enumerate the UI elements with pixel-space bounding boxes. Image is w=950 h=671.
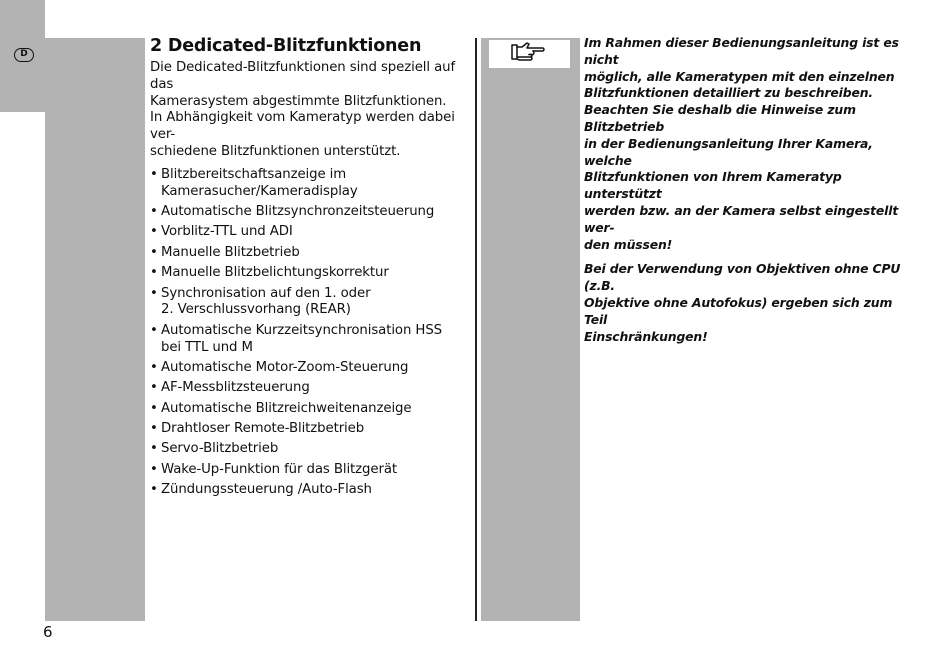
list-item-text: Servo-Blitzbetrieb	[161, 441, 279, 457]
intro-text	[150, 60, 470, 161]
list-item-text: Blitzbereitschaftsanzeige im	[161, 166, 347, 182]
note-line: den müssen!	[584, 236, 673, 252]
list-item	[150, 323, 470, 357]
column-divider	[475, 38, 477, 621]
note-line: Einschränkungen!	[584, 328, 708, 344]
note-line: möglich, alle Kameratypen mit den einzelnen	[584, 68, 895, 84]
note-line: Im Rahmen dieser Bedienungsanleitung ist es nicht	[584, 35, 899, 67]
intro-line: Kamerasystem abgestimmte Blitzfunktionen.	[150, 93, 447, 109]
note-icon-box	[489, 40, 570, 68]
pointing-hand-icon	[510, 41, 550, 67]
list-item	[150, 224, 470, 241]
note-column	[584, 35, 914, 353]
note-line: Objektive ohne Autofokus) ergeben sich zum Teil	[584, 294, 893, 327]
list-item-text: Automatische Blitzsynchronzeitsteuerung	[161, 203, 435, 219]
bullet-icon: •	[150, 461, 158, 477]
bullet-icon: •	[150, 359, 158, 375]
bullet-icon: •	[150, 400, 158, 416]
list-item	[150, 462, 470, 479]
list-item-text: Drahtloser Remote-Blitzbetrieb	[161, 421, 365, 437]
note-line: Bei der Verwendung von Objektiven ohne CPU (z.B.	[584, 261, 901, 294]
language-badge: D	[14, 48, 34, 62]
intro-line: In Abhängigkeit vom Kameratyp werden dabei ver-	[150, 110, 455, 143]
list-item	[150, 167, 470, 201]
page-number: 6	[43, 623, 53, 641]
bullet-icon: •	[150, 203, 158, 219]
bullet-icon: •	[150, 224, 158, 240]
list-item-text: Automatische Kurzzeitsynchronisation HSS	[161, 322, 443, 338]
note-line: Blitzfunktionen von Ihrem Kameratyp unterstützt	[584, 169, 842, 202]
bullet-icon: •	[150, 482, 158, 498]
list-item	[150, 245, 470, 262]
list-item-text: 2. Verschlussvorhang (REAR)	[161, 302, 351, 318]
bullet-icon: •	[150, 265, 158, 281]
list-item-text: Wake-Up-Funktion für das Blitzgerät	[161, 461, 397, 477]
list-item	[150, 401, 470, 418]
bullet-icon: •	[150, 380, 158, 396]
list-item-text: Zündungssteuerung /Auto-Flash	[161, 482, 372, 498]
bullet-icon: •	[150, 244, 158, 260]
list-item-text: Synchronisation auf den 1. oder	[161, 285, 371, 301]
language-tab	[0, 0, 45, 112]
note-paragraph	[584, 35, 914, 253]
list-item	[150, 482, 470, 499]
left-margin-bar	[45, 38, 145, 621]
right-margin-bar	[481, 38, 580, 621]
intro-line: schiedene Blitzfunktionen unterstützt.	[150, 143, 401, 159]
list-item-text: Manuelle Blitzbetrieb	[161, 244, 300, 260]
note-line: in der Bedienungsanleitung Ihrer Kamera, welche	[584, 135, 873, 168]
list-item	[150, 360, 470, 377]
intro-line: Die Dedicated-Blitzfunktionen sind speziell auf das	[150, 60, 456, 92]
list-item-text: Vorblitz-TTL und ADI	[161, 224, 293, 240]
bullet-icon: •	[150, 421, 158, 437]
list-item	[150, 265, 470, 282]
bullet-icon: •	[150, 322, 158, 338]
note-line: Blitzfunktionen detailliert zu beschreiben.	[584, 85, 873, 101]
note-line: Beachten Sie deshalb die Hinweise zum Blitzbetrieb	[584, 102, 856, 134]
feature-list	[150, 167, 470, 499]
list-item-text: Kamerasucher/Kameradisplay	[161, 183, 358, 199]
list-item	[150, 380, 470, 397]
list-item	[150, 441, 470, 458]
note-paragraph	[584, 261, 914, 345]
list-item-text: bei TTL und M	[161, 339, 253, 355]
main-column	[150, 34, 470, 503]
section-title: 2 Dedicated-Blitzfunktionen	[150, 36, 422, 56]
list-item-text: Automatische Blitzreichweitenanzeige	[161, 400, 412, 416]
list-item-text: Automatische Motor-Zoom-Steuerung	[161, 359, 409, 375]
list-item	[150, 421, 470, 438]
bullet-icon: •	[150, 441, 158, 457]
list-item	[150, 286, 470, 320]
bullet-icon: •	[150, 166, 158, 182]
list-item	[150, 204, 470, 221]
note-line: werden bzw. an der Kamera selbst eingestellt wer-	[584, 202, 899, 235]
list-item-text: AF-Messblitzsteuerung	[161, 380, 310, 396]
list-item-text: Manuelle Blitzbelichtungskorrektur	[161, 265, 389, 281]
bullet-icon: •	[150, 285, 158, 301]
